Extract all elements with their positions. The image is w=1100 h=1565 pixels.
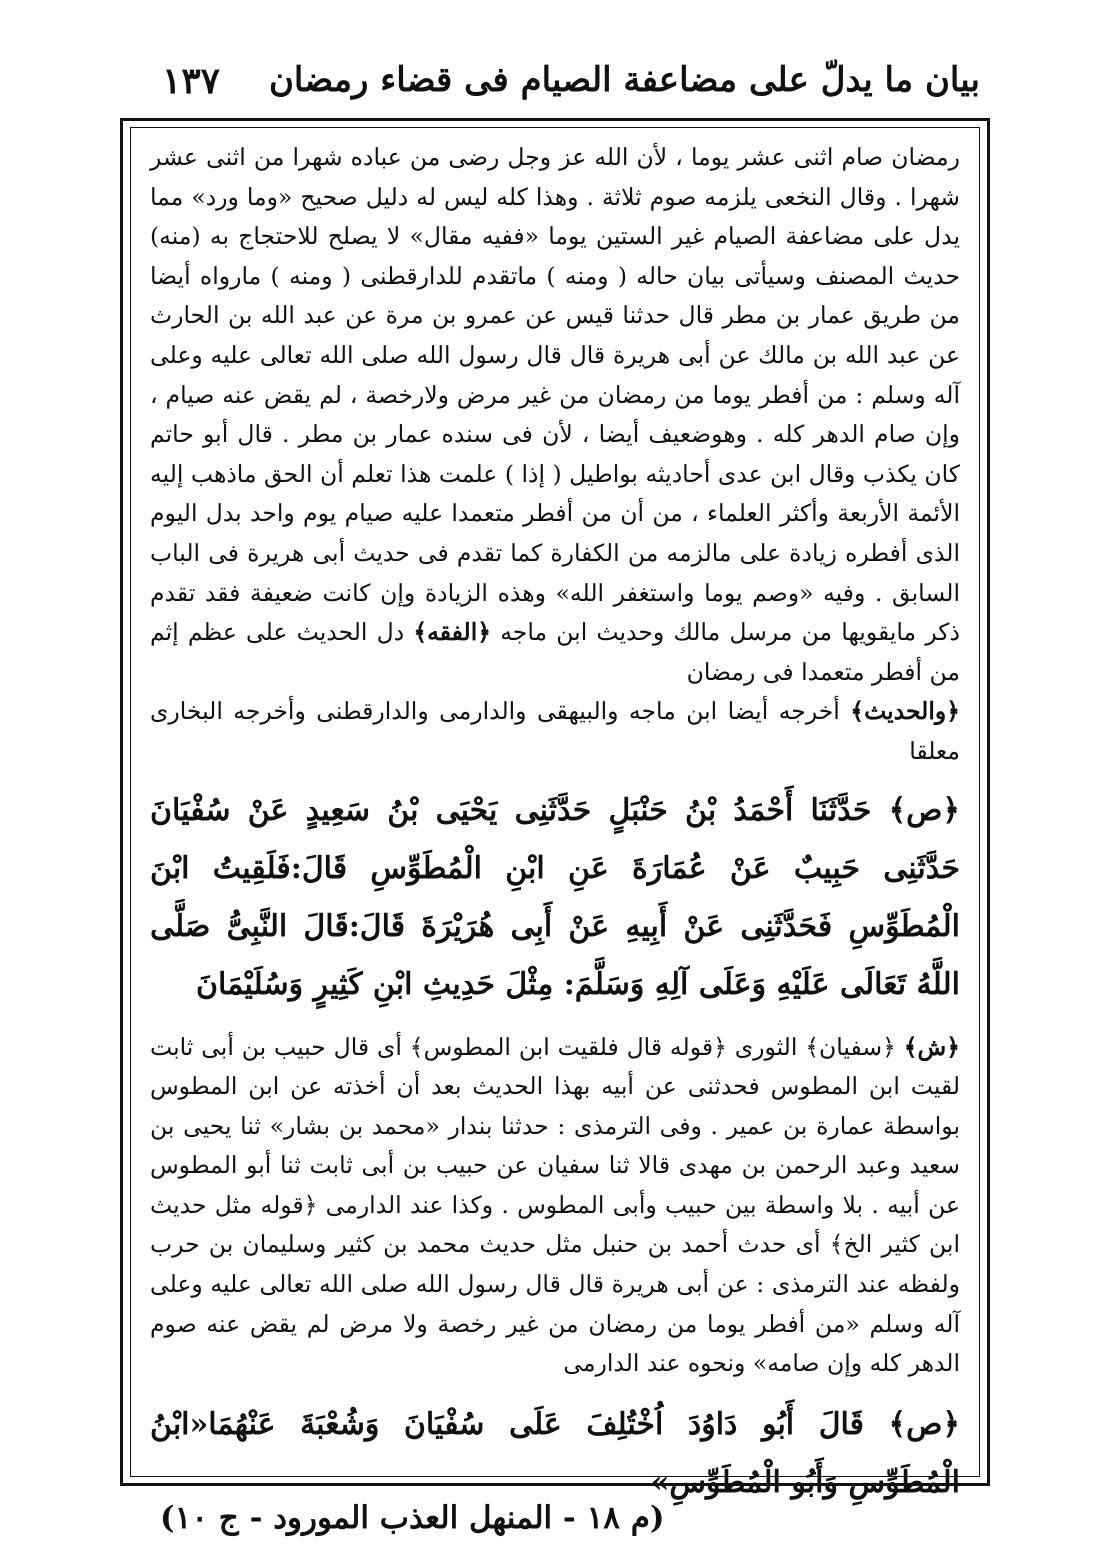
takhrij-marker: ﴿والحديث﴾ xyxy=(850,697,960,726)
commentary-text: رمضان صام اثنى عشر يوما ، لأن الله عز وجل رضى من عباده شهرا من اثنى عشر شهرا . وقال النخعى يلزمه صوم ثلاثة . وهذا كله ليس له دليل صحيح «وما ورد» مما يدل على مضاعفة الصيام غير الستين يوما «ففيه مقال» لا يصلح للاحتجاج به (منه) حديث المصنف وسيأتى بيان حاله ( ومنه ) ماتقدم للدارقطنى ( ومنه ) مارواه أيضا من طريق عمار بن مطر قال حدثنا قيس عن عمرو بن مرة عن عبد الله بن الحارث عن عبد الله بن مالك عن أبى هريرة قال قال رسول الله صلى الله تعالى عليه وعلى آله وسلم : من أفطر يوما من رمضان من غير مرض ولارخصة ، لم يقض عنه صيام ، وإن صام الدهر كله . وهوضعيف أيضا ، لأن فى سنده عمار بن مطر . قال أبو حاتم كان يكذب وقال ابن عدى أحاديثه بواطيل ( إذا ) علمت هذا تعلم أن الحق ماذهب إليه الأئمة الأربعة وأكثر العلماء ، من أن من أفطر متعمدا عليه صيام يوم واحد بدل اليوم الذى أفطره زيادة على مالزمه من الكفارة كما تقدم فى حديث أبى هريرة فى الباب السابق . وفيه «وصم يوما واستغفر الله» وهذه الزيادة وإن كانت ضعيفة فقد تقدم ذكر مايقويها من مرسل مالك وحديث ابن ماجه xyxy=(150,143,961,647)
sharh-text: ﴿سفيان﴾ الثورى ﴿قوله قال فلقيت ابن المطوس﴾ أى قال حبيب بن أبى ثابت لقيت ابن المطوس فحدثنى عن أبيه بهذا الحديث بعد أن أخذته عن ابن المطوس بواسطة عمارة بن عمير . وفى الترمذى : حدثنا بندار «محمد بن بشار» ثنا يحيى بن سعيد وعبد الرحمن بن مهدى قالا ثنا سفيان عن حبيب بن أبى ثابت ثنا أبو المطوس عن أبيه . بلا واسطة بين حبيب وأبى المطوس . وكذا عند الدارمى ﴿قوله مثل حديث ابن كثير الخ﴾ أى حدث أحمد بن حنبل مثل حديث محمد بن كثير وسليمان بن حرب ولفظه عند الترمذى : عن أبى هريرة قال قال رسول الله صلى الله تعالى عليه وعلى آله وسلم «من أفطر يوما من رمضان من غير رخصة ولا مرض لم يقض عنه صوم الدهر كله وإن صامه» ونحوه عند الدارمى xyxy=(150,1032,960,1378)
hadith-text: حَدَّثَنَا أَحْمَدُ بْنُ حَنْبَلٍ حَدَّثَنِى يَحْيَى بْنُ سَعِيدٍ عَنْ سُفْيَانَ حَدَّثَنِى حَبِيبٌ عَنْ عُمَارَةَ عَنِ ابْنِ الْمُطَوِّسِ قَالَ:فَلَقِيتُ ابْنَ الْمُطَوِّسِ فَحَدَّثَنِى عَنْ أَبِيهِ عَنْ أَبِى هُرَيْرَةَ قَالَ:قَالَ النَّبِىُّ صَلَّى اللَّهُ تَعَالَى عَلَيْهِ وَعَلَى آلِهِ وَسَلَّمَ: مِثْلَ حَدِيثِ ابْنِ كَثِيرٍ وَسُلَيْمَانَ xyxy=(150,792,960,1002)
sharh-paragraph xyxy=(150,1028,960,1384)
page-header xyxy=(120,52,990,114)
hadith2-text: قَالَ أَبُو دَاوُدَ اُخْتُلِفَ عَلَى سُفْيَانَ وَشُعْبَةَ عَنْهُمَا«ابْنُ الْمُطَوِّسِ وَأَبُو الْمُطَوِّسِ» xyxy=(150,1406,960,1500)
fiqh-marker: ﴿الفقه﴾ xyxy=(413,618,491,647)
footer-signature: (م ١٨ - المنهل العذب المورود - ج ١٠) xyxy=(160,1500,665,1536)
hadith-text-block xyxy=(150,782,960,1014)
hadith-marker: ﴿ص﴾ xyxy=(888,792,960,828)
sharh-marker: ﴿ش﴾ xyxy=(903,1032,960,1061)
running-title: بيان ما يدلّ على مضاعفة الصيام فى قضاء رمضان xyxy=(268,60,980,100)
fiqh-text: دل الحديث على عظم إثم من أفطر متعمدا فى رمضان xyxy=(150,618,960,686)
hadith2-text-block xyxy=(150,1396,960,1512)
commentary-paragraph xyxy=(150,138,960,692)
takhrij-paragraph xyxy=(150,692,960,771)
main-text xyxy=(150,138,961,1500)
hadith2-marker: ﴿ص﴾ xyxy=(888,1406,960,1442)
takhrij-text: أخرجه أيضا ابن ماجه والبيهقى والدارمى والدارقطنى وأخرجه البخارى معلقا xyxy=(150,697,960,765)
page-number: ١٣٧ xyxy=(162,60,221,102)
